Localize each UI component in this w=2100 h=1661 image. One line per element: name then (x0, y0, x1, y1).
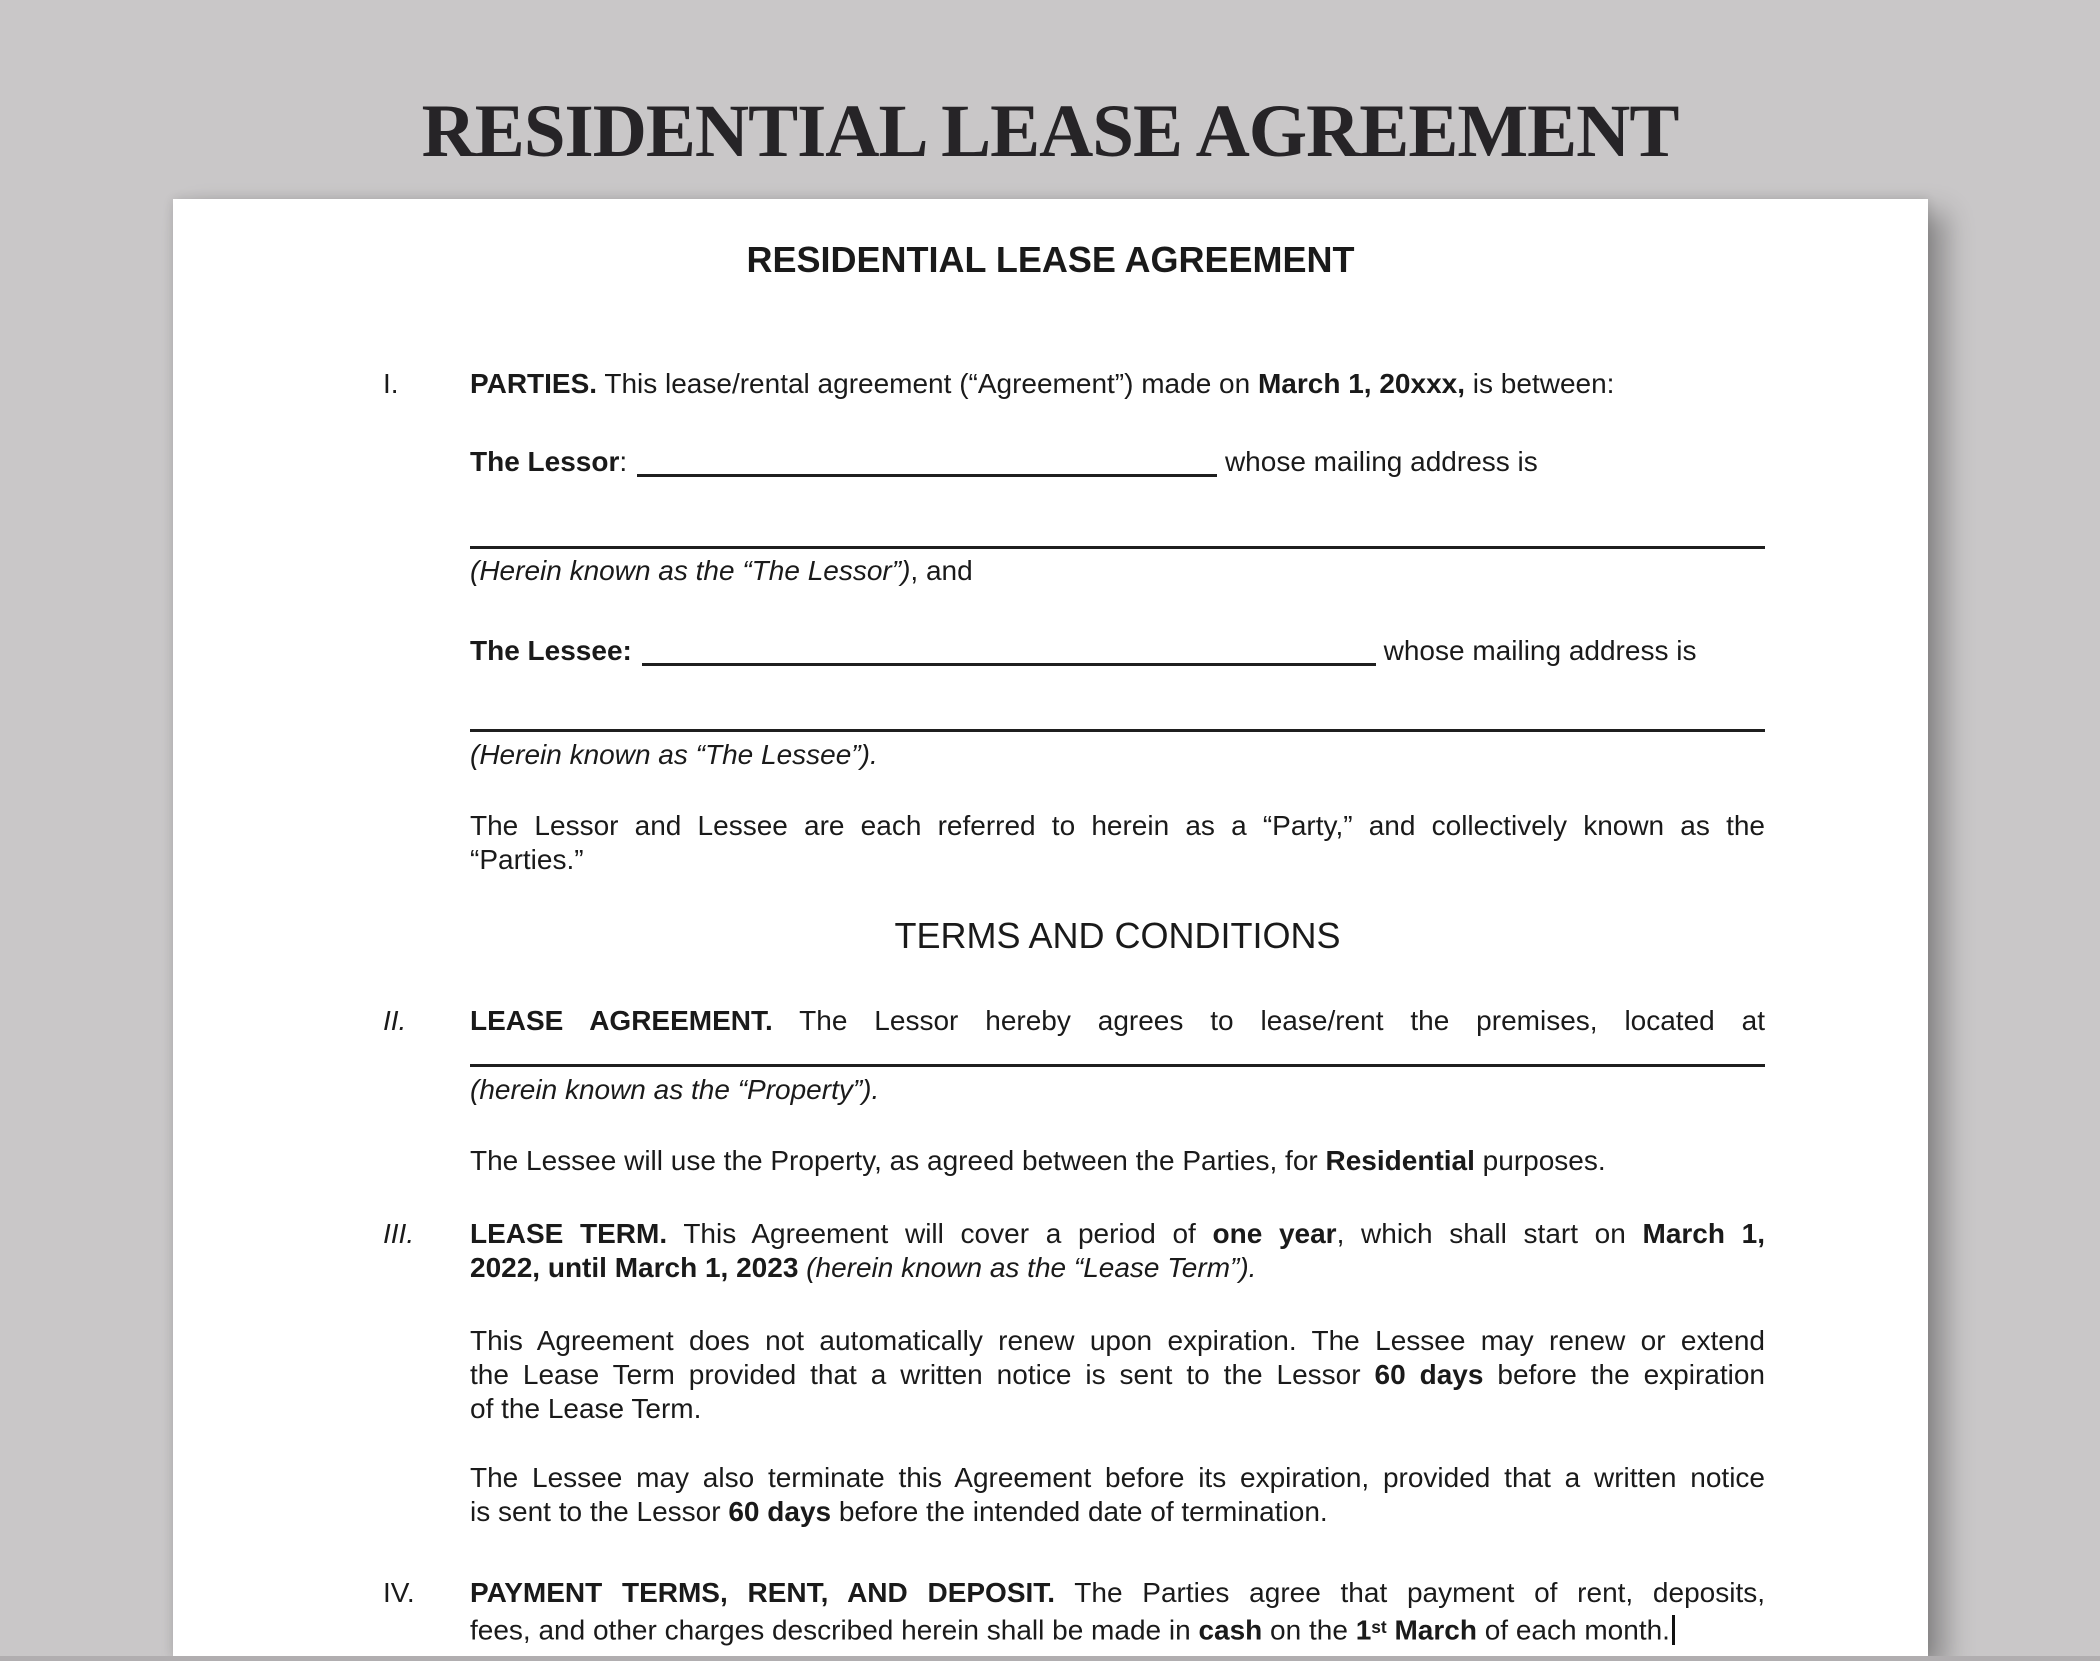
terminate-line-2 (470, 1495, 1765, 1529)
lessor-line (470, 445, 1765, 479)
terminate-text-2a: is sent to the Lessor (470, 1496, 729, 1527)
property-address-blank-line (470, 1064, 1765, 1067)
section-number-lease-agreement: II. (383, 1005, 407, 1036)
lease-term-title: LEASE TERM. (470, 1218, 668, 1249)
payment-title: PAYMENT TERMS, RENT, AND DEPOSIT. (470, 1577, 1056, 1608)
renew-line-1 (470, 1324, 1765, 1358)
lease-term-text-2: , which shall start on (1336, 1218, 1643, 1249)
collective-line-1 (470, 809, 1765, 843)
lessee-paren-line (470, 738, 1765, 772)
parties-intro-text-1: This lease/rental agreement (“Agreement”) made on (597, 368, 1258, 399)
section-number-parties: I. (383, 368, 399, 399)
payment-cash: cash (1198, 1614, 1263, 1646)
document-heading: RESIDENTIAL LEASE AGREEMENT (746, 239, 1355, 280)
lessor-colon: : (619, 446, 628, 477)
renew-text-1: This Agreement does not automatically renew upon expiration. The Lessee may renew or extend (470, 1325, 1765, 1356)
property-paren-italic: (herein known as the “Property”). (470, 1074, 880, 1105)
renew-60-days: 60 days (1374, 1359, 1484, 1390)
lessee-line (470, 634, 1765, 668)
lease-term-paren-italic: (herein known as the “Lease Term”). (806, 1252, 1257, 1283)
document-page[interactable] (173, 199, 1928, 1656)
collective-text-2: “Parties.” (470, 844, 584, 875)
use-residential: Residential (1325, 1145, 1475, 1176)
payment-line-1 (470, 1576, 1765, 1610)
renew-text-2a: the Lease Term provided that a written notice is sent to the Lessor (470, 1359, 1375, 1390)
lessee-after-blank: whose mailing address is (1383, 635, 1697, 666)
lessee-label: The Lessee: (470, 635, 632, 666)
parties-intro-line (470, 367, 1722, 401)
renew-text-2c: before the expiration (1483, 1359, 1766, 1390)
renew-line-2 (470, 1358, 1765, 1392)
lease-term-one-year: one year (1212, 1218, 1337, 1249)
payment-day-ordinal: st (1371, 1617, 1387, 1637)
lease-agreement-body: The Lessor hereby agrees to lease/rent the premises, located at (772, 1005, 1765, 1036)
property-use-line (470, 1144, 1765, 1178)
use-text-1: The Lessee will use the Property, as agreed between the Parties, for (470, 1145, 1326, 1176)
terminate-60-days: 60 days (728, 1496, 832, 1527)
section-number-payment: IV. (383, 1577, 415, 1608)
lease-term-start-date: March 1, (1642, 1218, 1766, 1249)
payment-line-2 (470, 1610, 1765, 1648)
lessee-name-blank (642, 657, 1376, 666)
collective-text-1: The Lessor and Lessee are each referred to herein as a “Party,” and collectively known as the (470, 810, 1765, 841)
section-number-lease-term: III. (383, 1218, 415, 1249)
lease-agreement-line (470, 1004, 1765, 1038)
payment-text-2a: fees, and other charges described herein shall be made in (470, 1614, 1199, 1646)
lease-term-line-2 (470, 1251, 1765, 1285)
page-bottom-shadow (0, 1656, 2100, 1661)
use-text-2: purposes. (1474, 1145, 1606, 1176)
renew-line-3 (470, 1392, 1765, 1426)
payment-text-2c: of each month. (1476, 1614, 1670, 1646)
text-cursor (1672, 1615, 1675, 1645)
lease-term-text-1: This Agreement will cover a period of (667, 1218, 1213, 1249)
parties-date: March 1, 20xxx, (1257, 368, 1466, 399)
terminate-text-2c: before the intended date of termination. (831, 1496, 1328, 1527)
lessor-paren-italic: (Herein known as the “The Lessor”) (470, 555, 911, 586)
parties-title: PARTIES. (470, 368, 598, 399)
terminate-line-1 (470, 1461, 1765, 1495)
payment-month: March (1386, 1614, 1477, 1646)
terminate-text-1: The Lessee may also terminate this Agreement before its expiration, provided that a written notice (470, 1462, 1765, 1493)
property-paren-line (470, 1073, 1765, 1107)
payment-day-number: 1 (1355, 1614, 1372, 1646)
lessor-after-blank: whose mailing address is (1224, 446, 1538, 477)
lease-term-line-1 (470, 1217, 1765, 1251)
lessor-paren-line (470, 554, 1765, 588)
lease-agreement-title: LEASE AGREEMENT. (470, 1005, 773, 1036)
lessee-address-blank-line (470, 729, 1765, 732)
lessee-paren-italic: (Herein known as “The Lessee”). (470, 739, 878, 770)
terms-and-conditions-heading: TERMS AND CONDITIONS (894, 915, 1341, 956)
collective-line-2 (470, 843, 1765, 877)
renew-text-3: of the Lease Term. (470, 1393, 702, 1424)
lease-term-end-date: 2022, until March 1, 2023 (470, 1252, 807, 1283)
parties-intro-text-2: is between: (1465, 368, 1615, 399)
payment-text-2b: on the (1262, 1614, 1356, 1646)
lessor-label: The Lessor (470, 446, 620, 477)
payment-text-1: The Parties agree that payment of rent, deposits, (1055, 1577, 1766, 1608)
background-title: RESIDENTIAL LEASE AGREEMENT (421, 90, 1679, 173)
lessor-address-blank-line (470, 546, 1765, 549)
lessor-name-blank (637, 468, 1217, 477)
lessor-paren-rest: , and (910, 555, 973, 586)
